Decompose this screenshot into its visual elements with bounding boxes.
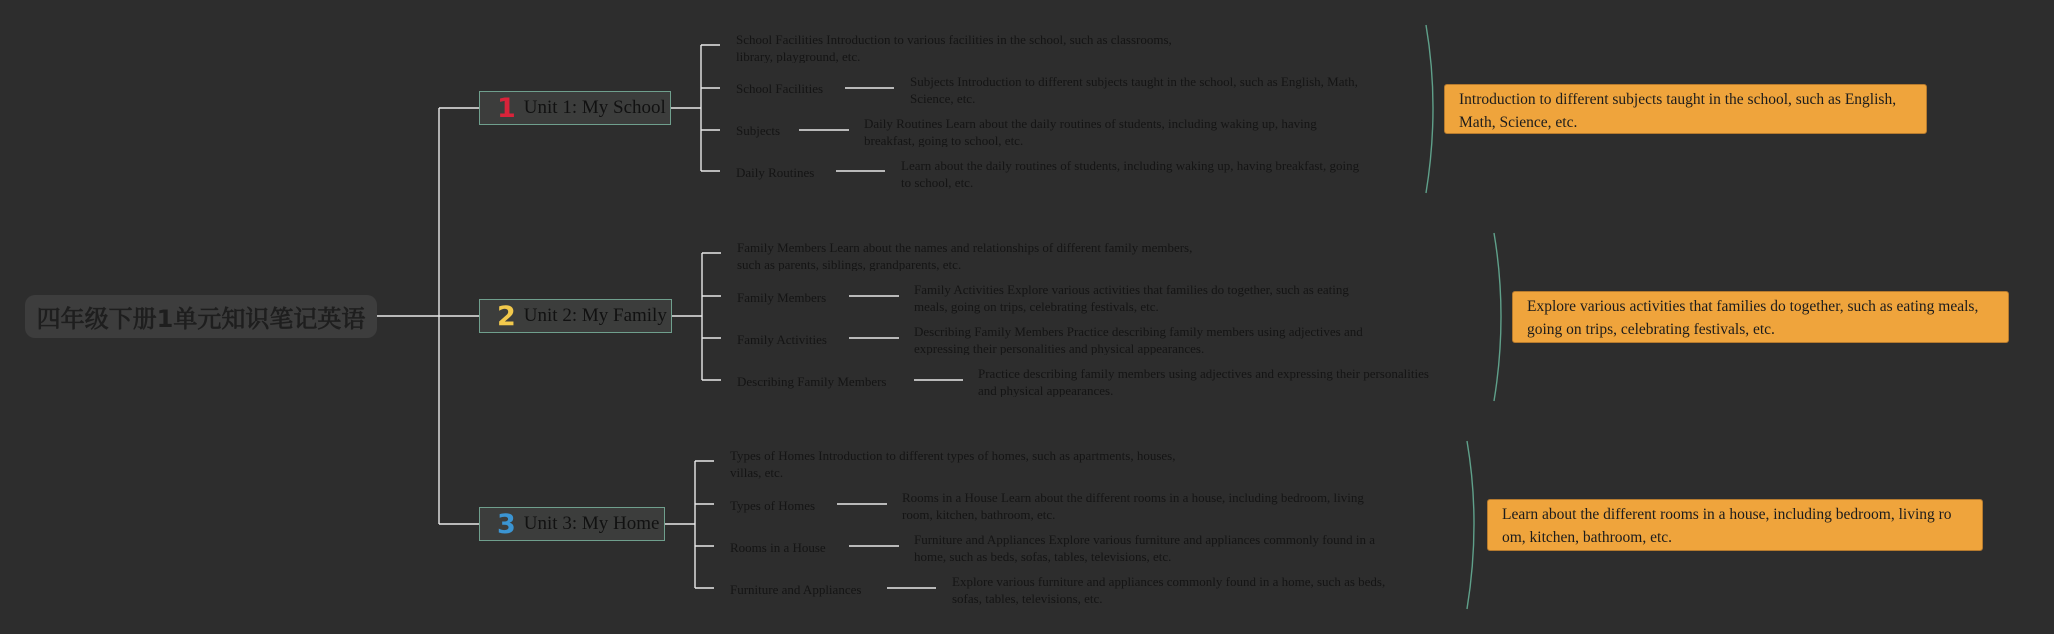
unit-label: Unit 3: My Home [523, 513, 660, 534]
topic-school-facilities[interactable]: School Facilities [736, 81, 824, 96]
unit-2-bracket [672, 253, 721, 380]
text-line: Learn about the different rooms in a house, including bedroom, living ro [1502, 506, 1952, 523]
text-line: to school, etc. [901, 175, 974, 190]
topic-types-of-homes-detail[interactable] [902, 489, 1364, 523]
topic-describing-family-members-detail[interactable] [978, 365, 1429, 397]
text-line: Math, Science, etc. [1459, 114, 1578, 131]
text-line: room, kitchen, bathroom, etc. [902, 507, 1056, 522]
unit-3-bracket [665, 461, 714, 588]
unit-2-summary-brace [1494, 233, 1501, 401]
root-topic[interactable]: 四年级下册1单元知识笔记英语 [25, 295, 377, 338]
topic-types-of-homes[interactable]: Types of Homes [730, 498, 816, 513]
topic-daily-routines[interactable]: Daily Routines [736, 165, 815, 180]
text-line: Family Activities Explore various activities that families do together, such as eating [914, 282, 1349, 297]
unit-1-summary-callout[interactable] [1444, 84, 1927, 134]
topic-describing-family-members[interactable]: Describing Family Members [737, 374, 887, 389]
text-line: Explore various furniture and appliances commonly found in a home, such as beds, [952, 574, 1386, 589]
text-line: om, kitchen, bathroom, etc. [1502, 529, 1673, 546]
text-line: Daily Routines Learn about the daily routines of students, including waking up, having [864, 116, 1317, 131]
text-line: Rooms in a House Learn about the different rooms in a house, including bedroom, living [902, 490, 1364, 505]
topic-furniture-and-appliances-detail[interactable] [952, 573, 1385, 607]
text-line: expressing their personalities and physical appearances. [914, 341, 1205, 355]
topic-school-facilities-detail[interactable] [910, 73, 1358, 107]
unit-label: Unit 1: My School [523, 97, 666, 118]
topic-subjects-detail[interactable] [864, 115, 1317, 147]
unit-number-badge: 1 [497, 92, 516, 124]
topic-family-members-detail[interactable] [914, 281, 1349, 315]
unit-2-node[interactable] [479, 299, 672, 333]
text-line: such as parents, siblings, grandparents, etc. [737, 257, 962, 271]
topic-family-activities[interactable]: Family Activities [737, 332, 827, 347]
text-line: library, playground, etc. [736, 49, 861, 63]
unit-number-badge: 3 [497, 508, 516, 540]
text-line: Furniture and Appliances Explore various furniture and appliances commonly found in a [914, 532, 1376, 547]
unit-3-summary-callout[interactable] [1487, 499, 1983, 551]
text-line: Types of Homes Introduction to different types of homes, such as apartments, houses, [730, 448, 1176, 463]
text-line: Science, etc. [910, 91, 976, 106]
unit-3-summary-brace [1467, 441, 1474, 609]
text-line: Practice describing family members using adjectives and expressing their personalities [978, 366, 1429, 381]
text-line: Learn about the daily routines of students, including waking up, having breakfast, going [901, 158, 1360, 173]
text-line: and physical appearances. [978, 383, 1114, 397]
text-line: Explore various activities that families do together, such as eating meals, [1527, 298, 1979, 315]
unit-1-node[interactable] [479, 91, 671, 125]
topic-rooms-in-a-house[interactable]: Rooms in a House [730, 540, 826, 555]
text-line: Family Members Learn about the names and relationships of different family members, [737, 240, 1193, 255]
text-line: breakfast, going to school, etc. [864, 133, 1024, 147]
topic-furniture-and-appliances[interactable]: Furniture and Appliances [730, 582, 862, 597]
text-line: Describing Family Members Practice describing family members using adjectives and [914, 324, 1363, 339]
unit-3-node[interactable] [479, 507, 665, 541]
topic-family-members[interactable]: Family Members [737, 290, 827, 305]
topic-daily-routines-detail[interactable] [901, 157, 1359, 191]
unit-1-summary-brace [1426, 25, 1433, 193]
unit-number-badge: 2 [497, 300, 516, 332]
topic-family-activities-detail[interactable] [914, 323, 1363, 355]
text-line: going on trips, celebrating festivals, etc. [1527, 321, 1775, 338]
unit-2-intro[interactable] [737, 239, 1192, 271]
unit-1-bracket [671, 45, 720, 171]
unit-label: Unit 2: My Family [523, 305, 667, 326]
text-line: villas, etc. [730, 465, 784, 480]
text-line: home, such as beds, sofas, tables, televisions, etc. [914, 549, 1172, 564]
unit-3-intro[interactable] [730, 447, 1175, 481]
topic-subjects[interactable]: Subjects [736, 123, 781, 138]
text-line: Introduction to different subjects taught in the school, such as English, [1459, 91, 1897, 108]
topic-rooms-in-a-house-detail[interactable] [914, 531, 1375, 565]
text-line: Subjects Introduction to different subjects taught in the school, such as English, Math, [910, 74, 1358, 89]
unit-1-intro[interactable] [736, 31, 1172, 63]
text-line: sofas, tables, televisions, etc. [952, 591, 1103, 606]
unit-2-summary-callout[interactable] [1512, 291, 2009, 343]
text-line: School Facilities Introduction to various facilities in the school, such as classrooms, [736, 32, 1172, 47]
text-line: meals, going on trips, celebrating festivals, etc. [914, 299, 1159, 314]
